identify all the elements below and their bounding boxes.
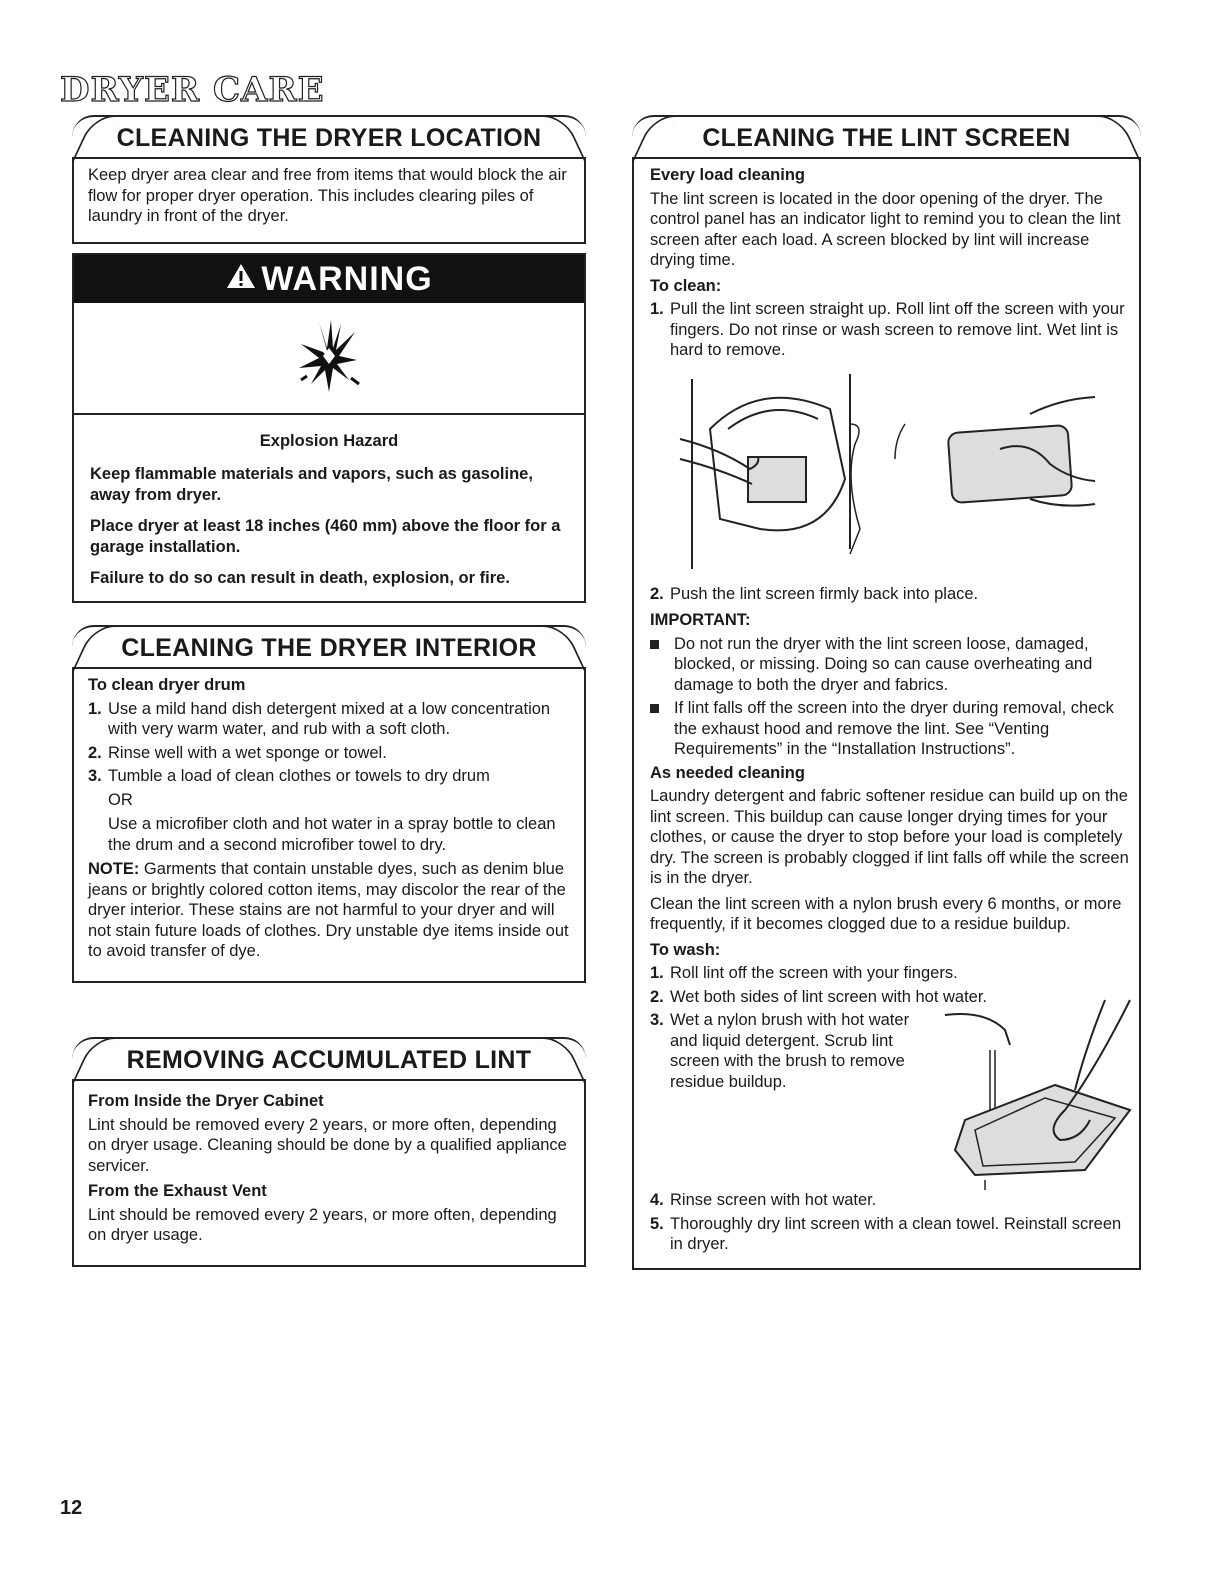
bullet-icon — [650, 698, 674, 760]
page-number: 12 — [60, 1497, 83, 1519]
section-body — [72, 157, 586, 244]
section-body — [72, 667, 586, 983]
subheading: From the Exhaust Vent — [88, 1182, 267, 1200]
list-item: 2. Push the lint screen firmly back into place. — [650, 584, 979, 603]
bullet-item: If lint falls off the screen into the dryer during removal, check the exhaust hood and remove the lint. See “Venting Requirements” in the “Installation Instructions”. — [650, 698, 1129, 760]
page-title: DRYER CARE — [60, 70, 325, 110]
list-item: 2. Rinse well with a wet sponge or towel. — [88, 743, 387, 762]
paragraph: The lint screen is located in the door opening of the dryer. The control panel has an indicator light to remind you to clean the lint screen after each load. A screen blocked by lint will increase drying time. — [650, 189, 1121, 269]
lint-screen-removal-illustration — [650, 369, 1129, 574]
list-item: 1. Roll lint off the screen with your fingers. — [650, 964, 958, 982]
list-item: 1. Pull the lint screen straight up. Roll lint off the screen with your fingers. Do not rinse or wash screen to remove lint. Wet lint is hard to remove. — [650, 300, 1125, 359]
paragraph: Clean the lint screen with a nylon brush every 6 months, or more frequently, if it becomes clogged due to a residue buildup. — [650, 894, 1122, 933]
section-dryer-location — [72, 115, 586, 244]
wash-step3-area — [650, 1010, 1129, 1190]
section-heading: CLEANING THE DRYER LOCATION — [72, 115, 586, 157]
subheading: To clean dryer drum — [88, 676, 246, 694]
explosion-icon — [289, 318, 369, 398]
bullet-item: Do not run the dryer with the lint screen loose, damaged, blocked, or missing. Doing so can cause overheating and damage to both the dryer and fabrics. — [650, 634, 1129, 696]
explosion-icon-area — [74, 303, 584, 415]
list-item: 5. Thoroughly dry lint screen with a clean towel. Reinstall screen in dryer. — [650, 1214, 1122, 1253]
section-heading: REMOVING ACCUMULATED LINT — [72, 1037, 586, 1079]
warning-triangle-icon — [225, 260, 257, 299]
section-heading: CLEANING THE LINT SCREEN — [632, 115, 1141, 157]
paragraph: Lint should be removed every 2 years, or more often, depending on dryer usage. Cleaning should be done by a qualified appliance servicer. — [88, 1115, 567, 1175]
list-item: 3. Tumble a load of clean clothes or towels to dry drum — [88, 767, 490, 785]
brush-washing-illustration — [935, 990, 1135, 1190]
warning-label: WARNING — [185, 260, 472, 299]
section-heading: CLEANING THE DRYER INTERIOR — [72, 625, 586, 667]
warning-header — [74, 255, 584, 303]
subheading: As needed cleaning — [650, 763, 805, 782]
location-text: Keep dryer area clear and free from items that would block the air flow for proper dryer operation. This includes clearing piles of laundry in front of the dryer. — [88, 166, 567, 225]
hazard-title: Explosion Hazard — [259, 432, 399, 450]
section-body — [632, 157, 1141, 1270]
paragraph: Lint should be removed every 2 years, or more often, depending on dryer usage. — [88, 1205, 557, 1244]
warning-line: Keep flammable materials and vapors, such as gasoline, away from dryer. — [90, 465, 533, 504]
warning-box — [72, 253, 586, 603]
warning-line: Place dryer at least 18 inches (460 mm) above the floor for a garage installation. — [90, 517, 561, 556]
section-accumulated-lint — [72, 1037, 586, 1267]
alt-text: Use a microfiber cloth and hot water in a spray bottle to clean the drum and a second microfiber towel to dry. — [108, 815, 556, 854]
section-body — [72, 1079, 586, 1267]
list-item: 4. Rinse screen with hot water. — [650, 1191, 877, 1209]
subheading: To clean: — [650, 276, 722, 295]
paragraph: Laundry detergent and fabric softener residue can build up on the lint screen. This buildup can cause longer drying times for your clothes, or cause the dryer to stop before your load is completely dry. The screen is probably clogged if lint falls off while the screen is in the dryer. — [650, 787, 1129, 887]
section-lint-screen — [632, 115, 1141, 1270]
subheading: Every load cleaning — [650, 166, 805, 184]
list-item: 1. Use a mild hand dish detergent mixed at a low concentration with very warm water, and rub with a soft cloth. — [88, 699, 551, 738]
warning-line: Failure to do so can result in death, explosion, or fire. — [90, 569, 510, 587]
bullet-icon — [650, 634, 674, 696]
list-item: 3. Wet a nylon brush with hot water and liquid detergent. Scrub lint screen with the brush to remove residue buildup. — [650, 1011, 910, 1091]
warning-text — [74, 415, 584, 615]
section-dryer-interior — [72, 625, 586, 983]
subheading: To wash: — [650, 940, 721, 959]
subheading: From Inside the Dryer Cabinet — [88, 1092, 324, 1110]
list-item: 2. Wet both sides of lint screen with hot water. — [650, 987, 988, 1006]
or-text: OR — [108, 790, 133, 809]
note: NOTE: Garments that contain unstable dyes, such as denim blue jeans or brightly colored cotton items, may discolor the rear of the dryer interior. These stains are not harmful to your dryer and will not stain future loads of clothes. Dry unstable dye items inside out to avoid transfer of dye. — [88, 860, 569, 960]
subheading: IMPORTANT: — [650, 611, 751, 629]
